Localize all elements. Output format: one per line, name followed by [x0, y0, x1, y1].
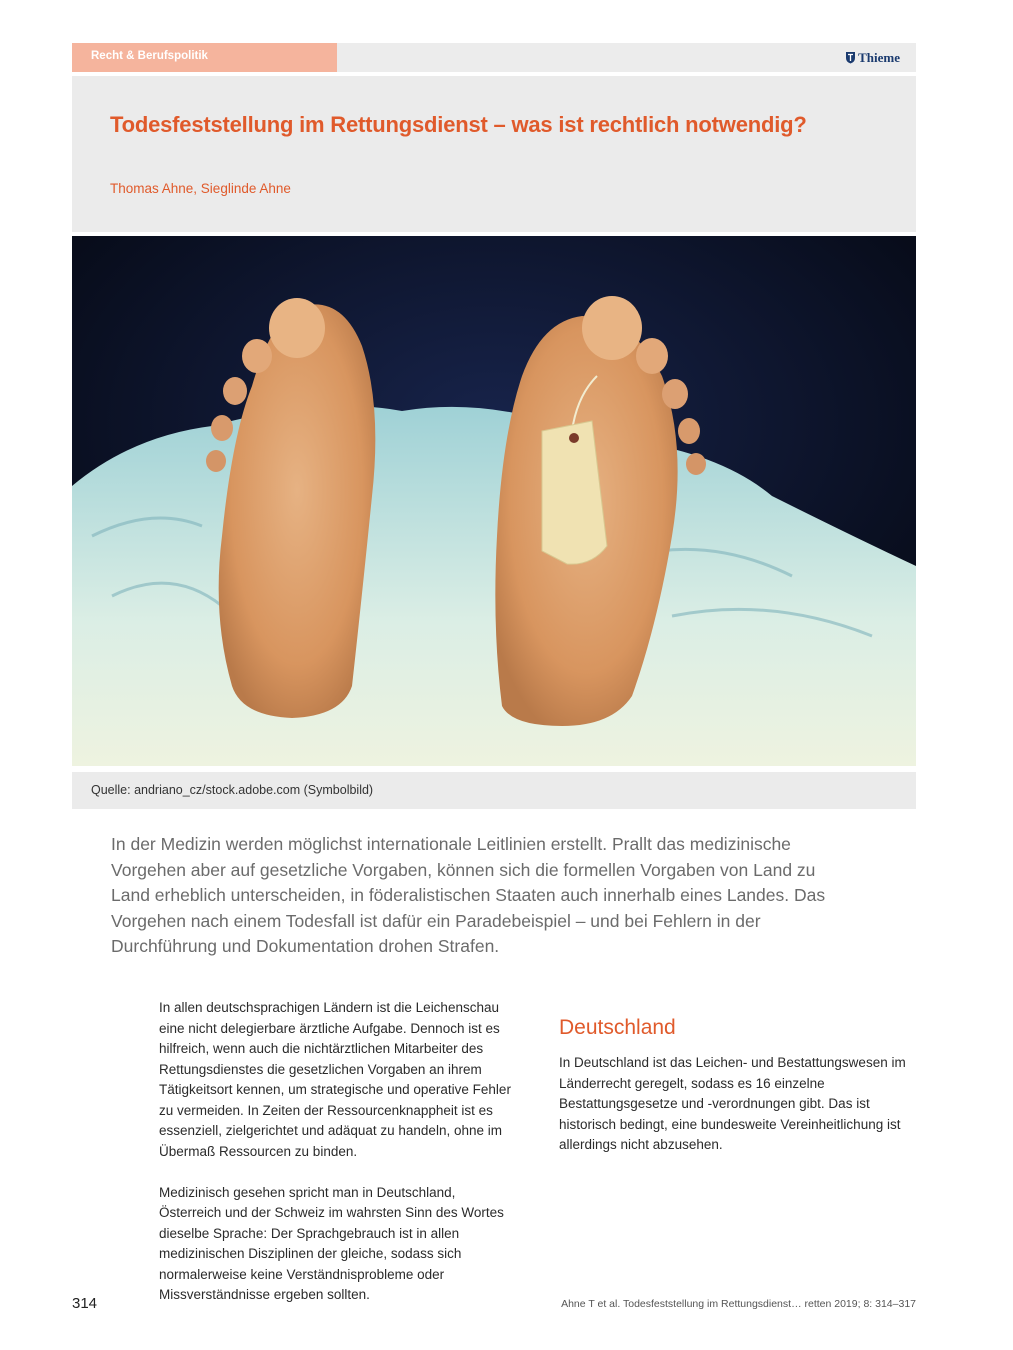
- section-heading-deutschland: Deutschland: [559, 1016, 676, 1039]
- image-caption: Quelle: andriano_cz/stock.adobe.com (Symbolbild): [91, 783, 374, 797]
- image-caption-bar: [72, 772, 916, 809]
- article-photo: [72, 236, 916, 766]
- article-title: Todesfeststellung im Rettungsdienst – was ist rechtlich notwendig?: [110, 112, 807, 137]
- brand-name: Thieme: [858, 50, 900, 65]
- body-column-left: [159, 998, 517, 1326]
- section-tag: Recht & Berufspolitik: [72, 43, 337, 72]
- top-bar: [72, 43, 916, 72]
- thieme-logo-icon: [845, 51, 856, 64]
- page-number: 314: [72, 1295, 98, 1312]
- publisher-brand: [845, 43, 900, 72]
- body-paragraph: Medizinisch gesehen spricht man in Deutschland, Österreich und der Schweiz im wahrsten Sinn des Wortes dieselbe Sprache: Der Sprachgebrauch ist in allen medizinischen Disziplinen der gleiche, sodass sich normalerweise keine Verständnisprobleme oder Missverständnisse ergeben sollten.: [159, 1184, 504, 1302]
- article-header: [72, 76, 916, 232]
- article-authors: Thomas Ahne, Sieglinde Ahne: [110, 181, 291, 196]
- footer-citation: Ahne T et al. Todesfeststellung im Rettungsdienst… retten 2019; 8: 314–317: [561, 1298, 916, 1310]
- lead-paragraph: In der Medizin werden möglichst internationale Leitlinien erstellt. Prallt das medizinische Vorgehen aber auf gesetzliche Vorgaben, können sich die formellen Vorgaben von Land zu Land erheblich unterscheiden, in föderalistischen Staaten auch innerhalb eines Landes. Das Vorgehen nach einem Todesfall ist dafür ein Paradebeispiel – und bei Fehlern in der Durchführung und Dokumentation drohen Strafen.: [111, 834, 826, 956]
- body-paragraph: In Deutschland ist das Leichen- und Bestattungswesen im Länderrecht geregelt, sodass es 16 einzelne Bestattungsgesetze und -verordnungen gibt. Das ist historisch bedingt, eine bundesweite Vereinheitlichung ist allerdings nicht abzusehen.: [559, 1055, 906, 1152]
- body-paragraph: In allen deutschsprachigen Ländern ist die Leichenschau eine nicht delegierbare ärztliche Aufgabe. Dennoch ist es hilfreich, wenn auch die nichtärztlichen Mitarbeiter des Rettungsdienstes die gesetzlichen Vorgaben an ihrem Tätigkeitsort kennen, um strategische und operative Fehler zu vermeiden. In Zeiten der Ressourcenknappheit ist es essenziell, zielgerichtet und adäquat zu handeln, ohne im Übermaß Ressourcen zu binden.: [159, 1000, 511, 1159]
- body-column-right: [559, 998, 917, 1176]
